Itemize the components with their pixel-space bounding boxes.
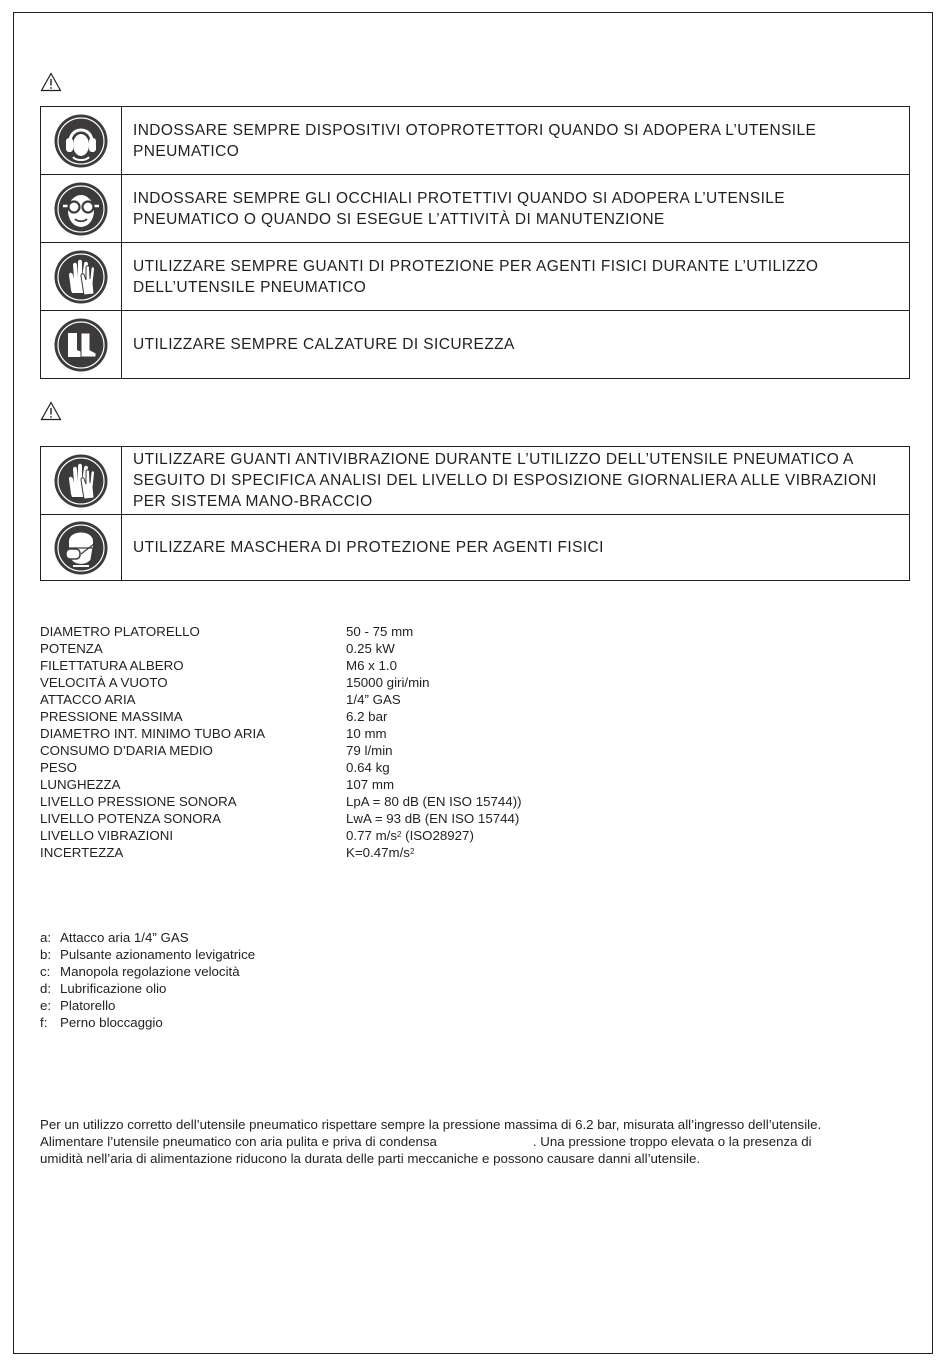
spec-label: PESO bbox=[40, 760, 77, 775]
spec-label: VELOCITÀ A VUOTO bbox=[40, 675, 168, 690]
warning-triangle-icon bbox=[40, 72, 62, 92]
antivibration-gloves-icon bbox=[53, 453, 109, 509]
spec-list bbox=[40, 623, 522, 861]
paragraph-line: Alimentare l’utensile pneumatico con aria pulita e priva di condensa . Una pressione troppo elevata o la presenza di bbox=[40, 1134, 812, 1149]
spec-label: PRESSIONE MASSIMA bbox=[40, 709, 183, 724]
spec-label: LUNGHEZZA bbox=[40, 777, 121, 792]
spec-label: LIVELLO PRESSIONE SONORA bbox=[40, 794, 237, 809]
spec-label: FILETTATURA ALBERO bbox=[40, 658, 184, 673]
spec-value: M6 x 1.0 bbox=[346, 658, 397, 673]
paragraph-line: Per un utilizzo corretto dell’utensile pneumatico rispettare sempre la pressione massima di 6.2 bar, misurata all’ingresso dell’utensile. bbox=[40, 1117, 822, 1132]
spec-label: INCERTEZZA bbox=[40, 845, 124, 860]
spec-value: LwA = 93 dB (EN ISO 15744) bbox=[346, 811, 520, 826]
spec-row bbox=[40, 759, 522, 776]
ppe-text: UTILIZZARE SEMPRE GUANTI DI PROTEZIONE PER AGENTI FISICI DURANTE L’UTILIZZO DELL’UTENSILE PNEUMATICO bbox=[122, 243, 910, 311]
spec-label: DIAMETRO PLATORELLO bbox=[40, 624, 200, 639]
part-item: f: Perno bloccaggio bbox=[40, 1015, 163, 1030]
spec-row bbox=[40, 810, 522, 827]
safety-boots-icon bbox=[53, 317, 109, 373]
ear-protection-icon bbox=[53, 113, 109, 169]
protective-gloves-icon bbox=[53, 249, 109, 305]
paragraph-line: umidità nell’aria di alimentazione riducono la durata delle parti meccaniche e possono causare danni all’utensile. bbox=[40, 1151, 701, 1166]
spec-value: 1/4” GAS bbox=[346, 692, 401, 707]
ppe-text: UTILIZZARE MASCHERA DI PROTEZIONE PER AGENTI FISICI bbox=[122, 515, 910, 581]
part-item: e: Platorello bbox=[40, 998, 116, 1013]
spec-row bbox=[40, 691, 522, 708]
ppe-row bbox=[41, 243, 910, 311]
warning-triangle-icon bbox=[40, 401, 62, 421]
spec-value: 10 mm bbox=[346, 726, 387, 741]
ppe-row bbox=[41, 311, 910, 379]
safety-goggles-icon bbox=[53, 181, 109, 237]
spec-value: 79 l/min bbox=[346, 743, 393, 758]
ppe-text: INDOSSARE SEMPRE GLI OCCHIALI PROTETTIVI QUANDO SI ADOPERA L’UTENSILE PNEUMATICO O QUANDO SI ESEGUE L’ATTIVITÀ DI MANUTENZIONE bbox=[122, 175, 910, 243]
spec-row bbox=[40, 640, 522, 657]
spec-row bbox=[40, 827, 522, 844]
spec-row bbox=[40, 674, 522, 691]
spec-value: 6.2 bar bbox=[346, 709, 388, 724]
part-item: c: Manopola regolazione velocità bbox=[40, 964, 240, 979]
part-item: d: Lubrificazione olio bbox=[40, 981, 167, 996]
spec-row bbox=[40, 776, 522, 793]
ppe-row bbox=[41, 447, 910, 515]
spec-value: $K=0.47m/s^2$ bbox=[346, 845, 415, 860]
spec-value: 107 mm bbox=[346, 777, 395, 792]
usage-paragraph bbox=[40, 1116, 920, 1167]
parts-legend bbox=[40, 929, 255, 1031]
spec-value: 0.64 kg bbox=[346, 760, 390, 775]
spec-value: 50 - 75 mm bbox=[346, 624, 414, 639]
spec-row bbox=[40, 742, 522, 759]
ppe-row bbox=[41, 515, 910, 581]
ppe-text: UTILIZZARE GUANTI ANTIVIBRAZIONE DURANTE L’UTILIZZO DELL’UTENSILE PNEUMATICO A SEGUITO DI SPECIFICA ANALISI DEL LIVELLO DI ESPOSIZIONE GIORNALIERA ALLE VIBRAZIONI PER SISTEMA MANO-BRACCIO bbox=[122, 447, 910, 515]
spec-label: ATTACCO ARIA bbox=[40, 692, 136, 707]
spec-row bbox=[40, 623, 522, 640]
spec-label: CONSUMO D’DARIA MEDIO bbox=[40, 743, 213, 758]
spec-label: LIVELLO VIBRAZIONI bbox=[40, 828, 174, 843]
part-item: a: Attacco aria 1/4” GAS bbox=[40, 930, 189, 945]
vibration-ppe-table bbox=[40, 446, 910, 581]
part-item: b: Pulsante azionamento levigatrice bbox=[40, 947, 256, 962]
spec-row bbox=[40, 708, 522, 725]
ppe-text: INDOSSARE SEMPRE DISPOSITIVI OTOPROTETTORI QUANDO SI ADOPERA L’UTENSILE PNEUMATICO bbox=[122, 107, 910, 175]
spec-label: LIVELLO POTENZA SONORA bbox=[40, 811, 222, 826]
ppe-table bbox=[40, 106, 910, 379]
ppe-row bbox=[41, 107, 910, 175]
spec-row bbox=[40, 725, 522, 742]
dust-mask-icon bbox=[53, 520, 109, 576]
spec-row bbox=[40, 844, 522, 861]
spec-row bbox=[40, 657, 522, 674]
spec-label: POTENZA bbox=[40, 641, 103, 656]
spec-value: 0.77 $m/s^2$ (ISO28927) bbox=[346, 828, 474, 843]
ppe-row bbox=[41, 175, 910, 243]
spec-row bbox=[40, 793, 522, 810]
ppe-text: UTILIZZARE SEMPRE CALZATURE DI SICUREZZA bbox=[122, 311, 910, 379]
spec-value: 0.25 kW bbox=[346, 641, 395, 656]
spec-value: LpA = 80 dB (EN ISO 15744)) bbox=[346, 794, 522, 809]
spec-label: DIAMETRO INT. MINIMO TUBO ARIA bbox=[40, 726, 266, 741]
spec-value: 15000 giri/min bbox=[346, 675, 430, 690]
